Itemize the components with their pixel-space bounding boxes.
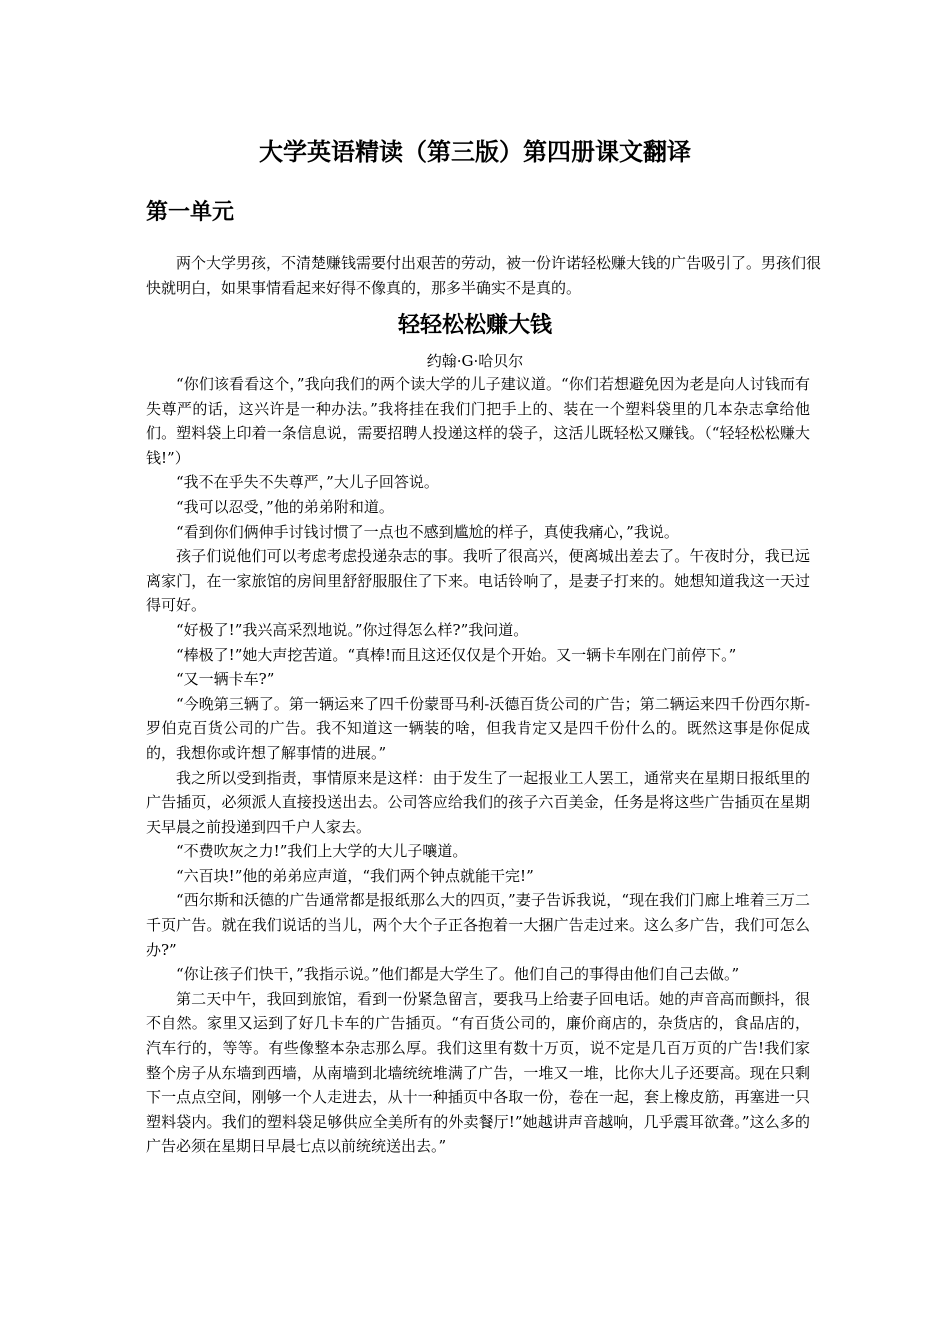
body-paragraph: “西尔斯和沃德的广告通常都是报纸那么大的四页，”妻子告诉我说，“现在我们门廊上堆着三万二千页广告。就在我们说话的当儿，两个大个子正各抱着一大捆广告走过来。这么多广告，我们可怎么办?” <box>146 891 810 959</box>
body-paragraph: “又一辆卡车?” <box>176 670 275 689</box>
unit-heading: 第一单元 <box>146 200 235 225</box>
article-body <box>146 372 810 1159</box>
body-paragraph: “看到你们俩伸手讨钱讨惯了一点也不感到尴尬的样子，真使我痛心，”我说。 <box>176 522 679 541</box>
body-paragraph: “不费吹灰之力!”我们上大学的大儿子嚷道。 <box>176 842 468 861</box>
body-paragraph: “我不在乎失不失尊严，”大儿子回答说。 <box>176 473 439 492</box>
intro-paragraph: 两个大学男孩，不清楚赚钱需要付出艰苦的劳动，被一份许诺轻松赚大钱的广告吸引了。男孩们很快就明白，如果事情看起来好得不像真的，那多半确实不是真的。 <box>146 254 822 297</box>
body-paragraph: 第二天中午，我回到旅馆，看到一份紧急留言，要我马上给妻子回电话。她的声音高而颤抖，很不自然。家里又运到了好几卡车的广告插页。“有百货公司的，廉价商店的，杂货店的，食品店的，汽车行的，等等。有些像整本杂志那么厚。我们这里有数十万页，说不定是几百万页的广告!我们家整个房子从东墙到西墙，从南墙到北墙统统堆满了广告，一堆又一堆，比你大儿子还要高。现在只剩下一点点空间，刚够一个人走进去，从十一种插页中各取一份，卷在一起，套上橡皮筋，再塞进一只塑料袋内。我们的塑料袋足够供应全美所有的外卖餐厅!”她越讲声音越响，几乎震耳欲聋。”这么多的广告必须在星期日早晨七点以前统统送出去。” <box>146 989 810 1156</box>
body-paragraph: “今晚第三辆了。第一辆运来了四千份蒙哥马利-沃德百货公司的广告；第二辆运来四千份西尔斯-罗伯克百货公司的广告。我不知道这一辆装的啥，但我肯定又是四千份什么的。既然这事是你促成的，我想你或许想了解事情的进展。” <box>146 694 810 762</box>
body-paragraph: “你们该看看这个，”我向我们的两个读大学的儿子建议道。“你们若想避免因为老是向人讨钱而有失尊严的话，这兴许是一种办法。”我将挂在我们门把手上的、装在一个塑料袋里的几本杂志拿给他们。塑料袋上印着一条信息说，需要招聘人投递这样的袋子，这活儿既轻松又赚钱。（“轻轻松松赚大钱!”） <box>146 375 810 467</box>
article-title: 轻轻松松赚大钱 <box>397 313 552 338</box>
body-paragraph: 孩子们说他们可以考虑考虑投递杂志的事。我听了很高兴，便离城出差去了。午夜时分，我已远离家门，在一家旅馆的房间里舒舒服服住了下来。电话铃响了，是妻子打来的。她想知道我这一天过得可好。 <box>146 547 810 615</box>
body-paragraph: “我可以忍受，”他的弟弟附和道。 <box>176 497 394 516</box>
body-paragraph: 我之所以受到指责，事情原来是这样：由于发生了一起报业工人罢工，通常夹在星期日报纸里的广告插页，必须派人直接投送出去。公司答应给我们的孩子六百美金，任务是将这些广告插页在星期天早晨之前投递到四千户人家去。 <box>146 768 810 836</box>
body-paragraph: “你让孩子们快干，”我指示说。”他们都是大学生了。他们自己的事得由他们自己去做。” <box>176 965 740 984</box>
body-paragraph: “六百块!”他的弟弟应声道，“我们两个钟点就能干完!” <box>176 866 534 885</box>
body-paragraph: “好极了!”我兴高采烈地说。”你过得怎么样?”我问道。 <box>176 620 529 639</box>
document-title: 大学英语精读（第三版）第四册课文翻译 <box>259 138 691 166</box>
author-byline: 约翰·G·哈贝尔 <box>426 352 524 370</box>
body-paragraph: “棒极了!”她大声挖苦道。“真棒!而且这还仅仅是个开始。又一辆卡车刚在门前停下。” <box>176 645 737 664</box>
